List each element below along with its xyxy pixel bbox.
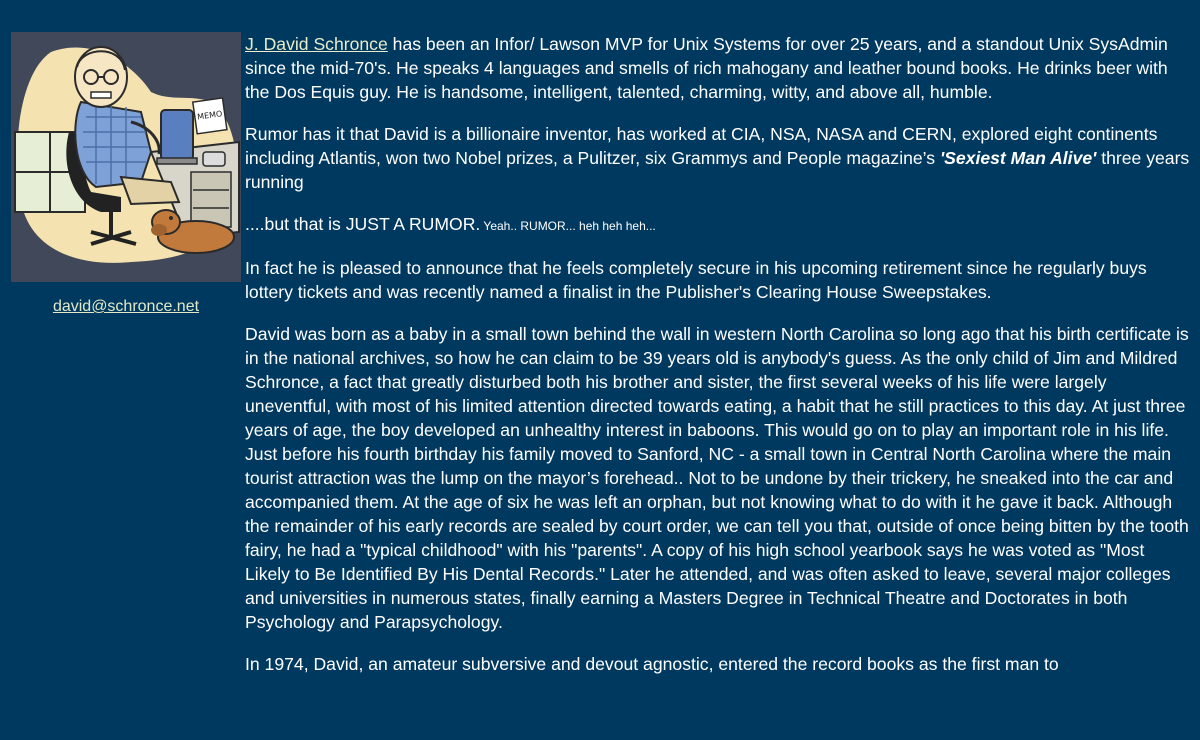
bio-content	[245, 32, 1190, 694]
email-link[interactable]: david@schronce.net	[52, 298, 200, 315]
bio-paragraph-3	[245, 212, 1190, 238]
avatar	[11, 32, 241, 282]
bio-paragraph-1	[245, 32, 1190, 104]
bio-paragraph-1-text: has been an Infor/ Lawson MVP for Unix Systems for over 25 years, and a standout Unix SysAdmin since the mid-70's. He speaks 4 languages and smells of rich mahogany and leather bound books. He drinks beer with the Dos Equis guy. He is handsome, intelligent, talented, charming, witty, and above all, humble.	[245, 34, 1168, 102]
bio-paragraph-2-end: three years running	[245, 148, 1190, 192]
rumor-text: ....but that is JUST A RUMOR.	[245, 214, 481, 234]
sidebar	[11, 32, 241, 316]
name-link[interactable]: J. David Schronce	[245, 34, 388, 54]
bio-paragraph-4: In fact he is pleased to announce that he feels completely secure in his upcoming retirement since he regularly buys lottery tickets and was recently named a finalist in the Publisher's Clearing House Sweepstakes.	[245, 258, 1147, 302]
memo-text: MEMO	[196, 109, 223, 122]
sexiest-man-alive-emphasis: 'Sexiest Man Alive'	[939, 148, 1097, 168]
bio-paragraph-5: David was born as a baby in a small town behind the wall in western North Carolina so long ago that his birth certificate is in the national archives, so how he can claim to be 39 years old is anybody's guess. As the only child of Jim and Mildred Schronce, a fact that greatly disturbed both his brother and sister, the first several weeks of his life were largely uneventful, with most of his limited attention directed towards eating, a habit that he still practices to this day. At just three years of age, the boy developed an unhealthy interest in baboons. This would go on to play an important role in his life. Just before his fourth birthday his family moved to Sanford, NC - a small town in Central North Carolina where the main tourist attraction was the lump on the mayor’s forehead.. Not to be undone by their trickery, he sneaked into the car and accompanied them. At the age of six he was left an orphan, but not knowing what to do with it he gave it back. Although the remainder of his early records are sealed by court order, we can tell you that, outside of once being bitten by the tooth fairy, he had a "typical childhood" with his "parents". A copy of his high school yearbook says he was voted as "Most Likely to Be Identified By His Dental Records." Later he attended, and was often asked to leave, several major colleges and universities in numerous states, finally earning a Masters Degree in Technical Theatre and Doctorates in both Psychology and Parapsychology.	[245, 324, 1189, 632]
bio-paragraph-2	[245, 122, 1190, 194]
bio-paragraph-6: In 1974, David, an amateur subversive and devout agnostic, entered the record books as the first man to	[245, 654, 1059, 674]
bio-paragraph-2-start: Rumor has it that David is a billionaire inventor, has worked at CIA, NSA, NASA and CERN, explored eight continents including Atlantis, won two Nobel prizes, a Pulitzer, six Grammys and People magazine’s	[245, 124, 1158, 168]
rumor-small-text: Yeah.. RUMOR... heh heh heh...	[480, 219, 656, 233]
